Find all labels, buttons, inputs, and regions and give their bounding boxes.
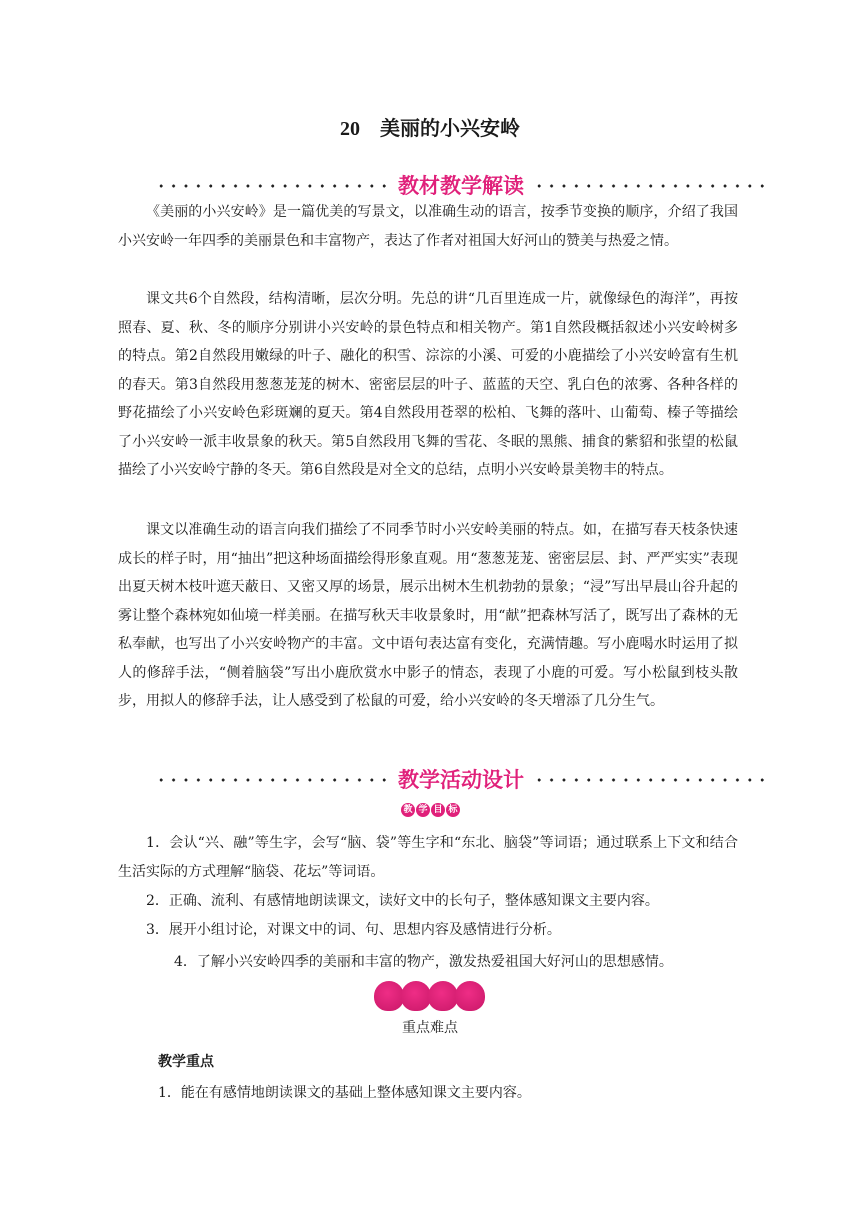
section-banner-analysis — [155, 170, 765, 200]
section-title-activities: 教学活动设计 — [398, 768, 524, 792]
goal-item-2: 2．正确、流利、有感情地朗读课文，读好文中的长句子，整体感知课文主要内容。 — [146, 893, 659, 909]
lesson-title — [0, 112, 860, 141]
dotted-divider-left — [155, 184, 387, 188]
paragraph-intro: 《美丽的小兴安岭》是一篇优美的写景文，以准确生动的语言，按季节变换的顺序，介绍了我国小兴安岭一年四季的美丽景色和丰富物产，表达了作者对祖国大好河山的赞美与热爱之情。 — [118, 204, 738, 249]
dotted-divider-right — [533, 778, 765, 782]
petal-shape — [401, 981, 431, 1011]
lesson-title-text: 美丽的小兴安岭 — [380, 116, 520, 140]
goal-item-3: 3．展开小组讨论，对课文中的词、句、思想内容及感情进行分析。 — [146, 922, 561, 938]
badge-char: 学 — [416, 803, 430, 817]
focus-decoration-petals — [374, 981, 482, 1011]
dotted-divider-right — [533, 184, 765, 188]
dotted-divider-left — [155, 778, 387, 782]
section-banner-activities — [155, 764, 765, 794]
lesson-number: 20 — [340, 118, 360, 140]
petal-shape — [455, 981, 485, 1011]
goal-item-1: 1．会认“兴、融”等生字，会写“脑、袋”等生字和“东北、脑袋”等词语；通过联系上下文和结合生活实际的方式理解“脑袋、花坛”等词语。 — [118, 835, 738, 880]
teaching-focus-heading: 教学重点 — [158, 1054, 214, 1070]
focus-label: 重点难点 — [402, 1020, 458, 1036]
badge-char: 标 — [446, 803, 460, 817]
badge-char: 目 — [431, 803, 445, 817]
focus-item-1: 1．能在有感情地朗读课文的基础上整体感知课文主要内容。 — [158, 1085, 531, 1101]
goal-item-4: 4．了解小兴安岭四季的美丽和丰富的物产，激发热爱祖国大好河山的思想感情。 — [174, 954, 673, 970]
teaching-goals-badge — [401, 803, 460, 817]
paragraph-language: 课文以准确生动的语言向我们描绘了不同季节时小兴安岭美丽的特点。如，在描写春天枝条快速成长的样子时，用“抽出”把这种场面描绘得形象直观。用“葱葱茏茏、密密层层、封、严严实实”表现出夏天树木枝叶遮天蔽日、又密又厚的场景，展示出树木生机勃勃的景象；“浸”写出早晨山谷升起的雾让整个森林宛如仙境一样美丽。在描写秋天丰收景象时，用“献”把森林写活了，既写出了森林的无私奉献，也写出了小兴安岭物产的丰富。文中语句表达富有变化，充满情趣。写小鹿喝水时运用了拟人的修辞手法，“侧着脑袋”写出小鹿欣赏水中影子的情态，表现了小鹿的可爱。写小松鼠到枝头散步，用拟人的修辞手法，让人感受到了松鼠的可爱，给小兴安岭的冬天增添了几分生气。 — [118, 522, 738, 709]
section-title-analysis: 教材教学解读 — [398, 174, 524, 198]
petal-shape — [374, 981, 404, 1011]
petal-shape — [428, 981, 458, 1011]
paragraph-structure: 课文共6个自然段，结构清晰，层次分明。先总的讲“几百里连成一片，就像绿色的海洋”，再按照春、夏、秋、冬的顺序分别讲小兴安岭的景色特点和相关物产。第1自然段概括叙述小兴安岭树多的特点。第2自然段用嫩绿的叶子、融化的积雪、淙淙的小溪、可爱的小鹿描绘了小兴安岭富有生机的春天。第3自然段用葱葱茏茏的树木、密密层层的叶子、蓝蓝的天空、乳白色的浓雾、各种各样的野花描绘了小兴安岭色彩斑斓的夏天。第4自然段用苍翠的松柏、飞舞的落叶、山葡萄、榛子等描绘了小兴安岭一派丰收景象的秋天。第5自然段用飞舞的雪花、冬眠的黑熊、捕食的紫貂和张望的松鼠描绘了小兴安岭宁静的冬天。第6自然段是对全文的总结，点明小兴安岭景美物丰的特点。 — [118, 291, 738, 478]
badge-char: 教 — [401, 803, 415, 817]
